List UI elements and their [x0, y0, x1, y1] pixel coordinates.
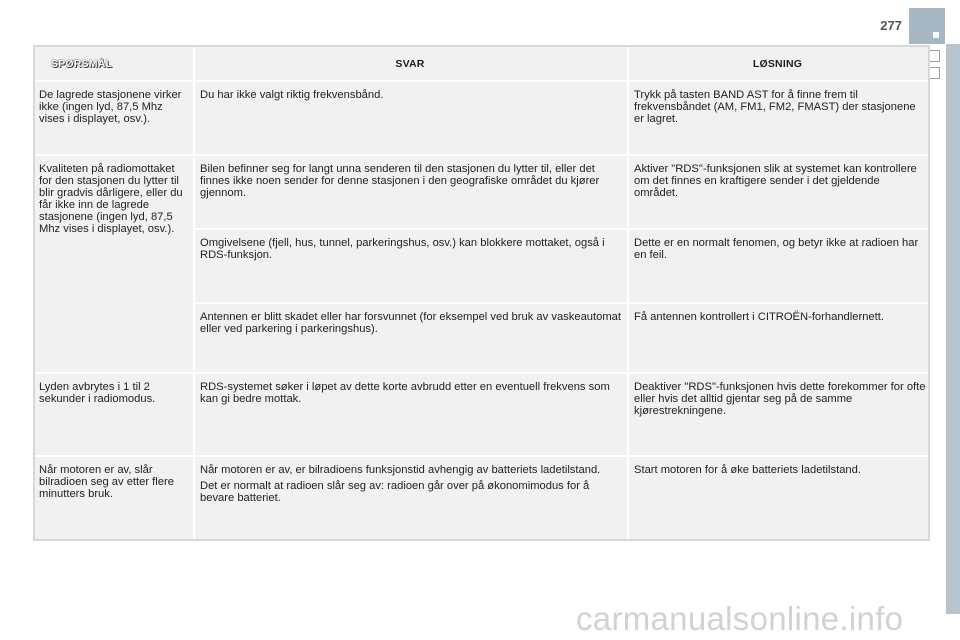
answer-cell	[200, 230, 625, 265]
column-divider	[627, 47, 629, 539]
question-cell: Når motoren er av, slår bilradioen seg av etter flere minutters bruk.	[39, 464, 174, 500]
header-solution: LØSNING	[752, 57, 803, 70]
question-cell: Lyden avbrytes i 1 til 2 sekunder i radiomodus.	[39, 381, 156, 405]
header-answer: SVAR	[395, 57, 425, 70]
answer-text: Du har ikke valgt riktig frekvensbånd.	[200, 89, 384, 101]
page-number: 277	[880, 18, 902, 33]
solution-cell: Start motoren for å øke batteriets ladetilstand.	[634, 464, 861, 476]
answer-cell	[200, 82, 625, 105]
answer-text: RDS-systemet søker i løpet av dette korte avbrudd etter en eventuell frekvens som kan gi bedre mottak.	[200, 381, 610, 405]
answer-text: Når motoren er av, er bilradioens funksjonstid avhengig av batteriets ladetilstand.	[200, 464, 601, 476]
solution-cell: Aktiver "RDS"-funksjonen slik at systemet kan kontrollere om det finnes en kraftigere sender i det gjeldende området.	[634, 163, 917, 199]
solution-cell: Trykk på tasten BAND AST for å finne frem til frekvensbåndet (AM, FM1, FM2, FMAST) der stasjonene er lagret.	[634, 89, 916, 125]
answer-cell	[200, 304, 625, 339]
question-cell: Kvaliteten på radiomottaket for den stasjonen du lytter til blir gradvis dårligere, eller du får ikke inn de lagrede stasjonene (ingen lyd, 87,5 Mhz vises i displayet, osv.).	[39, 163, 183, 235]
answer-text: Det er normalt at radioen slår seg av: radioen går over på økonomimodus for å bevare batteriet.	[200, 480, 590, 504]
solution-cell: Deaktiver "RDS"-funksjonen hvis dette forekommer for ofte eller hvis det alltid gjentar seg på de samme kjørestrekningene.	[634, 381, 926, 417]
solution-cell: Dette er en normalt fenomen, og betyr ikke at radioen har en feil.	[634, 237, 919, 261]
answer-text: Bilen befinner seg for langt unna senderen til den stasjonen du lytter til, eller det finnes ikke noen sender for denne stasjonen i den geografiske området du kjører gjennom.	[200, 163, 600, 199]
question-cell: De lagrede stasjonene virker ikke (ingen lyd, 87,5 Mhz vises i displayet, osv.).	[39, 89, 182, 125]
faq-table	[33, 45, 930, 541]
answer-cell	[200, 374, 625, 409]
solution-cell: Få antennen kontrollert i CITROËN-forhandlernett.	[634, 311, 884, 323]
tab-square-icon	[933, 32, 939, 38]
answer-text: Antennen er blitt skadet eller har forsvunnet (for eksempel ved bruk av vaskeautomat eller ved parkering i parkeringshus).	[200, 311, 621, 335]
side-bar	[946, 44, 960, 614]
watermark: carmanualsonline.info	[576, 600, 904, 637]
column-divider	[193, 47, 195, 539]
chapter-tab	[909, 8, 945, 44]
header-question: SPØRSMÅL	[51, 57, 113, 70]
answer-cell	[200, 156, 625, 203]
answer-cell	[200, 457, 625, 508]
answer-text: Omgivelsene (fjell, hus, tunnel, parkeringshus, osv.) kan blokkere mottaket, også i RDS-funksjon.	[200, 237, 605, 261]
